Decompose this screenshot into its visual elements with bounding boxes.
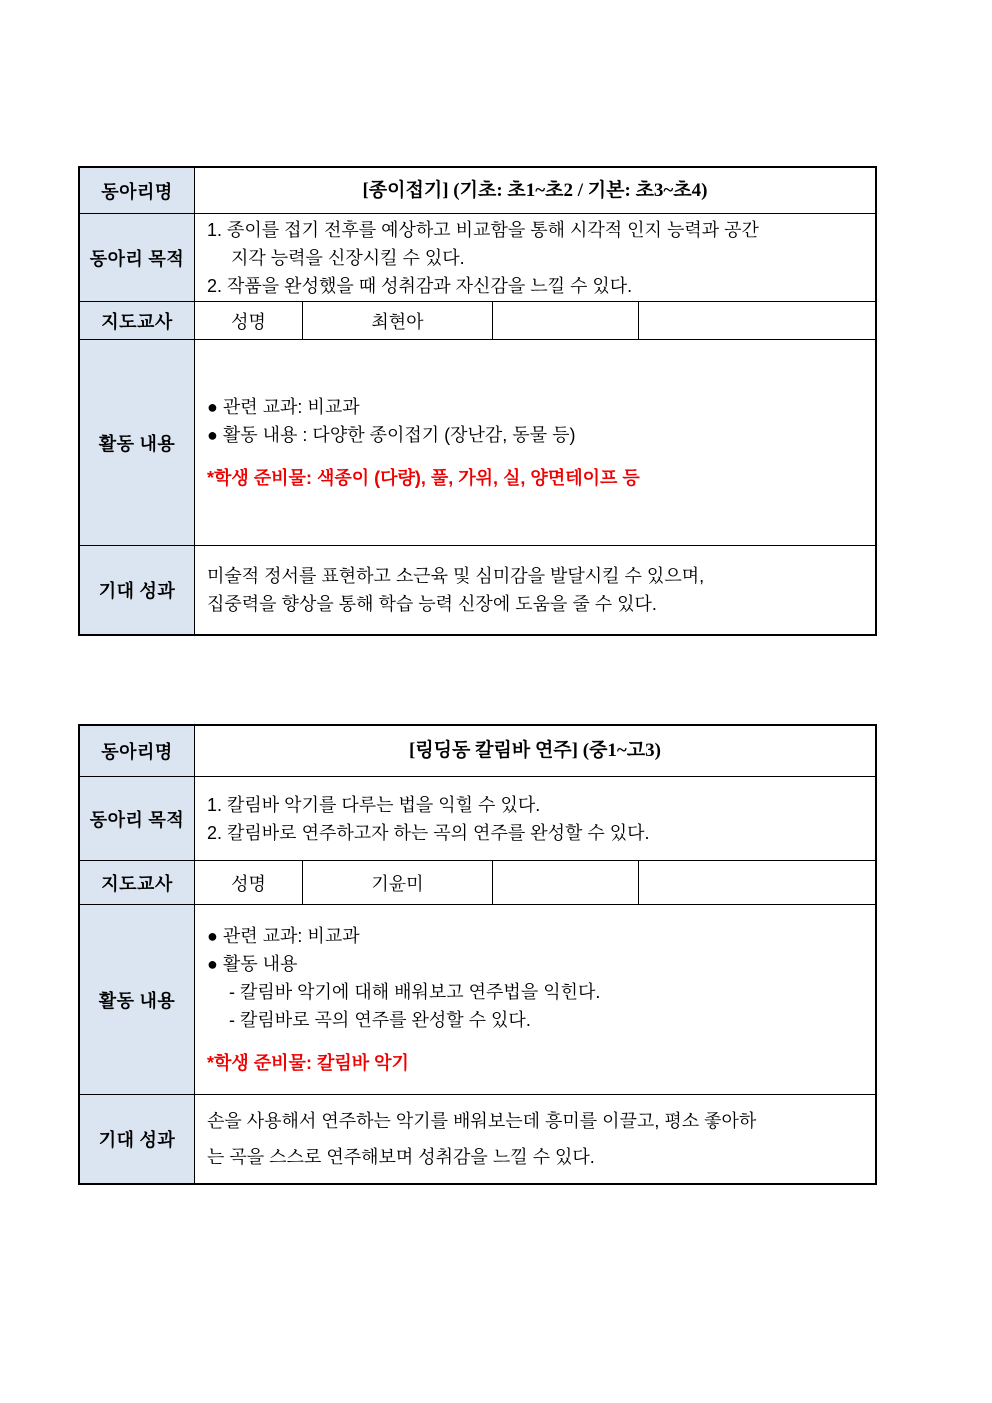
club-purpose-content: [195, 777, 875, 860]
purpose-line: 2. 작품을 완성했을 때 성취감과 자신감을 느낄 수 있다.: [207, 275, 633, 296]
row-teacher: [80, 860, 875, 904]
row-outcome: [80, 545, 875, 634]
activity-content: [195, 340, 875, 545]
teacher-empty-cell: [493, 302, 639, 339]
outcome-line: 는 곡을 스스로 연주해보며 성취감을 느낄 수 있다.: [207, 1147, 595, 1167]
row-activity: [80, 339, 875, 545]
teacher-label: 지도교사: [80, 861, 195, 904]
teacher-empty-cell: [493, 861, 639, 904]
blank-line: [207, 1034, 863, 1049]
teacher-name-field-label: 성명: [195, 302, 303, 339]
outcome-label: 기대 성과: [80, 546, 195, 634]
materials-note: *학생 준비물: 색종이 (다량), 풀, 가위, 실, 양면테이프 등: [207, 468, 640, 488]
teacher-empty-cell: [639, 861, 875, 904]
row-club-purpose: [80, 213, 875, 301]
outcome-content: [195, 546, 875, 634]
activity-bullet-line: ● 활동 내용: [207, 954, 298, 974]
activity-bullet-line: ● 관련 교과: 비교과: [207, 926, 360, 946]
outcome-line: 손을 사용해서 연주하는 악기를 배워보는데 흥미를 이끌고, 평소 좋아하: [207, 1111, 757, 1131]
club-name-label: 동아리명: [80, 168, 195, 213]
materials-note: *학생 준비물: 칼림바 악기: [207, 1053, 409, 1073]
row-activity: [80, 904, 875, 1094]
purpose-line: 1. 칼림바 악기를 다루는 법을 익힐 수 있다.: [207, 794, 541, 815]
activity-bullet-line: ● 관련 교과: 비교과: [207, 397, 360, 417]
club-purpose-content: [195, 214, 875, 301]
club-name-label: 동아리명: [80, 726, 195, 776]
purpose-line: 1. 종이를 접기 전후를 예상하고 비교함을 통해 시각적 인지 능력과 공간: [207, 219, 759, 240]
blank-line: [207, 449, 863, 464]
teacher-name-value: 기윤미: [303, 861, 493, 904]
activity-label: 활동 내용: [80, 340, 195, 545]
row-outcome: [80, 1094, 875, 1183]
row-club-purpose: [80, 776, 875, 860]
row-teacher: [80, 301, 875, 339]
outcome-label: 기대 성과: [80, 1095, 195, 1183]
row-club-name: [80, 168, 875, 213]
club-title: [링딩동 칼림바 연주] (중1~고3): [409, 740, 661, 761]
activity-sub-line: - 칼림바로 곡의 연주를 완성할 수 있다.: [229, 1010, 531, 1030]
activity-sub-line: - 칼림바 악기에 대해 배워보고 연주법을 익힌다.: [229, 982, 601, 1002]
outcome-content: [195, 1095, 875, 1183]
club-purpose-label: 동아리 목적: [80, 777, 195, 860]
activity-bullet-line: ● 활동 내용 : 다양한 종이접기 (장난감, 동물 등): [207, 425, 576, 445]
club-table-kalimba: [78, 724, 877, 1185]
activity-content: [195, 905, 875, 1094]
club-title: [종이접기] (기초: 초1~초2 / 기본: 초3~초4): [362, 179, 708, 201]
purpose-line: 2. 칼림바로 연주하고자 하는 곡의 연주를 완성할 수 있다.: [207, 822, 650, 843]
outcome-line: 미술적 정서를 표현하고 소근육 및 심미감을 발달시킬 수 있으며,: [207, 566, 705, 586]
teacher-name-value: 최현아: [303, 302, 493, 339]
row-club-name: [80, 726, 875, 776]
club-table-origami: [78, 166, 877, 636]
activity-label: 활동 내용: [80, 905, 195, 1094]
teacher-empty-cell: [639, 302, 875, 339]
purpose-line: 지각 능력을 신장시킬 수 있다.: [231, 247, 465, 268]
teacher-name-field-label: 성명: [195, 861, 303, 904]
club-purpose-label: 동아리 목적: [80, 214, 195, 301]
outcome-line: 집중력을 향상을 통해 학습 능력 신장에 도움을 줄 수 있다.: [207, 594, 657, 614]
teacher-label: 지도교사: [80, 302, 195, 339]
